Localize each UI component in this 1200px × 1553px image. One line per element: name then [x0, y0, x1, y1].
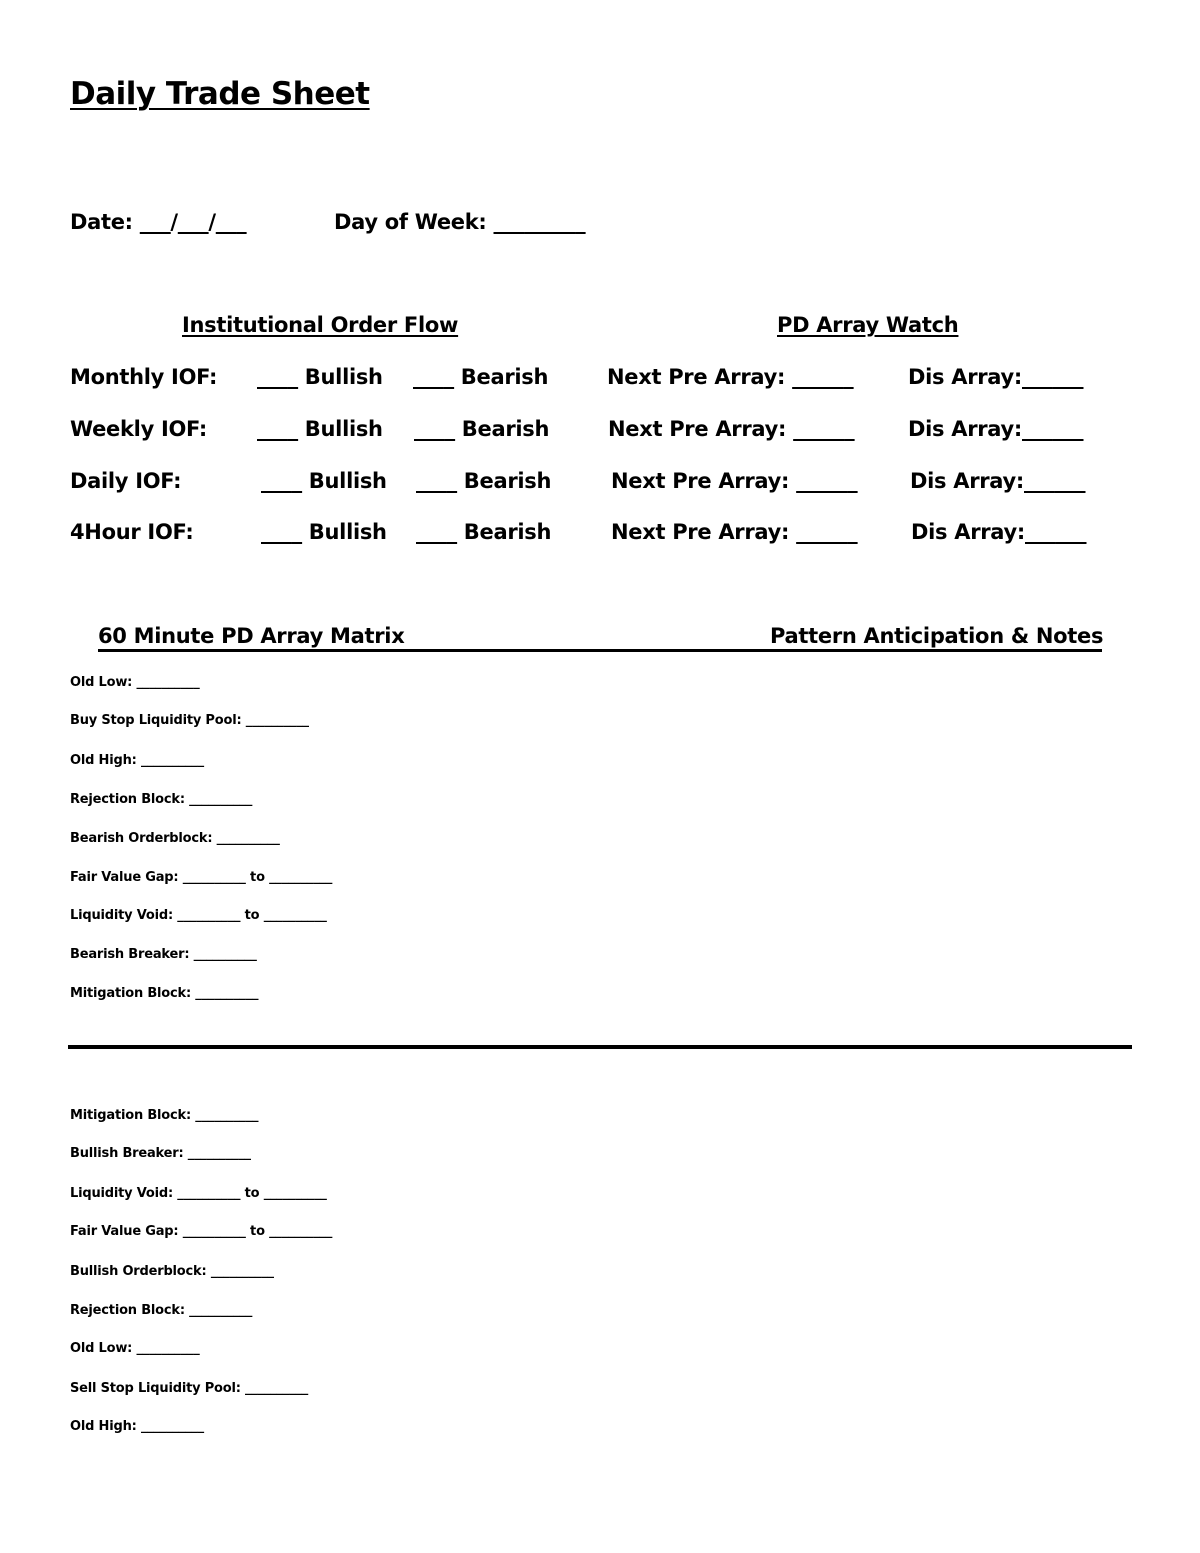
next-pre-array-field: Next Pre Array: ______	[607, 365, 854, 389]
pd-array-item: Bullish Orderblock: __________	[70, 1264, 274, 1279]
bullish-option: ____ Bullish	[261, 469, 387, 493]
pd-array-item: Rejection Block: __________	[70, 1303, 253, 1318]
pd-watch-heading: PD Array Watch	[777, 313, 959, 337]
bullish-option: ____ Bullish	[257, 417, 383, 441]
dis-array-field: Dis Array:______	[911, 520, 1087, 544]
dis-array-field: Dis Array:______	[908, 365, 1084, 389]
equilibrium-divider	[68, 1045, 1132, 1049]
pd-array-item: Bearish Breaker: __________	[70, 947, 257, 962]
next-pre-array-field: Next Pre Array: ______	[608, 417, 855, 441]
pd-array-item: Bullish Breaker: __________	[70, 1146, 251, 1161]
pd-array-item: Liquidity Void: __________ to __________	[70, 1186, 327, 1201]
iof-label: Daily IOF:	[70, 469, 182, 493]
next-pre-array-field: Next Pre Array: ______	[611, 469, 858, 493]
pd-array-item: Old High: __________	[70, 1419, 204, 1434]
dis-array-field: Dis Array:______	[910, 469, 1086, 493]
pd-array-item: Rejection Block: __________	[70, 792, 253, 807]
notes-heading: Pattern Anticipation & Notes	[770, 624, 1104, 648]
pd-array-item: Mitigation Block: __________	[70, 1108, 259, 1123]
bearish-option: ____ Bearish	[413, 365, 549, 389]
pd-array-item: Liquidity Void: __________ to __________	[70, 908, 327, 923]
pd-array-item: Fair Value Gap: __________ to __________	[70, 1224, 333, 1239]
matrix-heading: 60 Minute PD Array Matrix	[98, 624, 405, 648]
pd-array-item: Old Low: __________	[70, 1341, 200, 1356]
date-field-label: Date: ___/___/___	[70, 210, 247, 234]
bearish-option: ____ Bearish	[416, 469, 552, 493]
pd-array-item: Fair Value Gap: __________ to __________	[70, 870, 333, 885]
next-pre-array-field: Next Pre Array: ______	[611, 520, 858, 544]
iof-label: Monthly IOF:	[70, 365, 218, 389]
matrix-heading-underline	[98, 649, 1102, 652]
pd-array-item: Mitigation Block: __________	[70, 986, 259, 1001]
iof-heading: Institutional Order Flow	[182, 313, 459, 337]
pd-array-item: Sell Stop Liquidity Pool: __________	[70, 1381, 309, 1396]
pd-array-item: Old Low: __________	[70, 675, 200, 690]
pd-array-item: Old High: __________	[70, 753, 204, 768]
pd-array-item: Bearish Orderblock: __________	[70, 831, 280, 846]
bearish-option: ____ Bearish	[416, 520, 552, 544]
bearish-option: ____ Bearish	[414, 417, 550, 441]
dis-array-field: Dis Array:______	[908, 417, 1084, 441]
day-of-week-field-label: Day of Week: _________	[334, 210, 586, 234]
bullish-option: ____ Bullish	[261, 520, 387, 544]
pd-array-item: Buy Stop Liquidity Pool: __________	[70, 713, 309, 728]
iof-label: 4Hour IOF:	[70, 520, 194, 544]
bullish-option: ____ Bullish	[257, 365, 383, 389]
iof-label: Weekly IOF:	[70, 417, 208, 441]
page-title: Daily Trade Sheet	[70, 76, 370, 112]
